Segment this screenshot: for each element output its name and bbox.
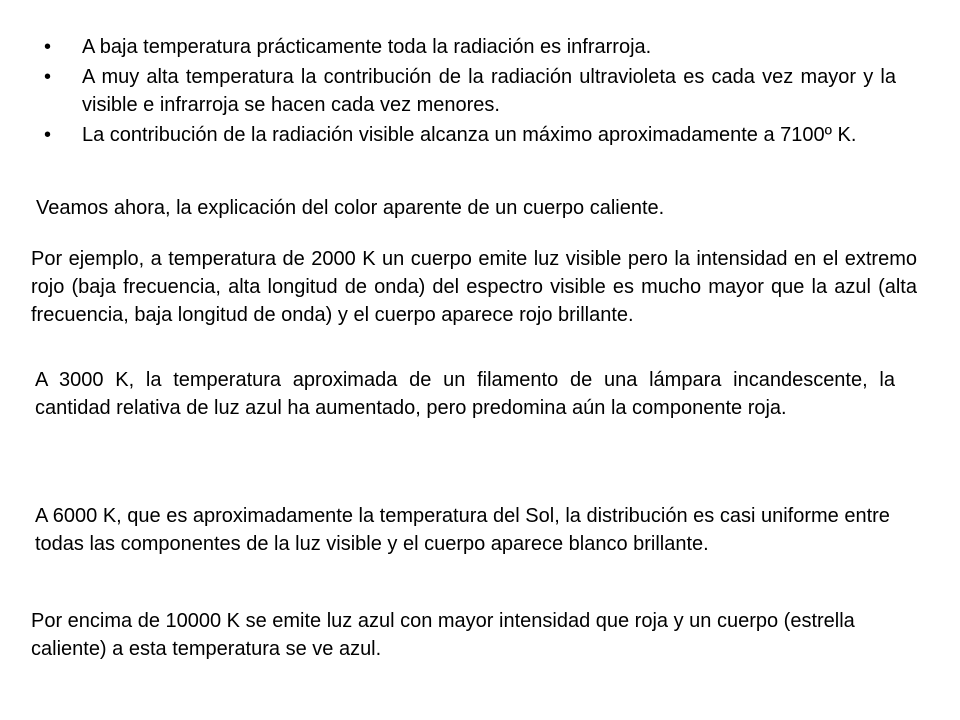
paragraph-6000k: A 6000 K, que es aproximadamente la temperatura del Sol, la distribución es casi uniforme entre todas las componentes de la luz visible y el cuerpo aparece blanco brillante. — [35, 505, 890, 555]
bullet-dot: • — [44, 36, 52, 58]
paragraph-3000k: A 3000 K, la temperatura aproximada de un filamento de una lámpara incandescente, la cantidad relativa de luz azul ha aumentado, pero predomina aún la componente roja. — [35, 369, 895, 419]
bullet-item — [44, 121, 896, 149]
bullet-item — [44, 33, 896, 61]
bullet-text: A baja temperatura prácticamente toda la radiación es infrarroja. — [82, 36, 652, 58]
bullet-list — [44, 33, 896, 151]
paragraph-2000k: Por ejemplo, a temperatura de 2000 K un cuerpo emite luz visible pero la intensidad en el extremo rojo (baja frecuencia, alta longitud de onda) del espectro visible es mucho mayor que la azul (alta frecuencia, baja longitud de onda) y el cuerpo aparece rojo brillante. — [31, 248, 917, 326]
bullet-dot: • — [44, 66, 52, 88]
intro-paragraph: Veamos ahora, la explicación del color aparente de un cuerpo caliente. — [36, 197, 665, 219]
bullet-text: A muy alta temperatura la contribución de la radiación ultravioleta es cada vez mayor y la visible e infrarroja se hacen cada vez menores. — [82, 66, 896, 116]
paragraph-10000k: Por encima de 10000 K se emite luz azul con mayor intensidad que roja y un cuerpo (estrella caliente) a esta temperatura se ve azul. — [31, 610, 855, 660]
bullet-dot: • — [44, 124, 52, 146]
bullet-item — [44, 63, 896, 119]
bullet-text: La contribución de la radiación visible alcanza un máximo aproximadamente a 7100º K. — [82, 124, 857, 146]
